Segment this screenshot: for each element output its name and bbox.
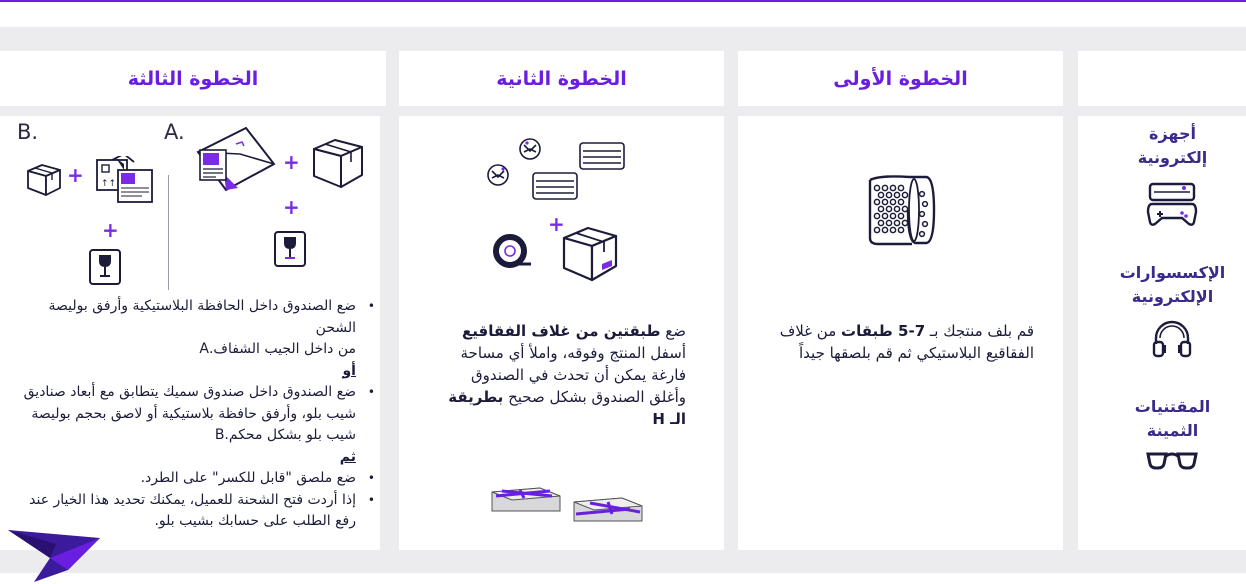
step3-bullet2-text: ضع الصندوق داخل صندوق سميك يتطابق مع أبعاد صناديق شيب بلو، وأرفق حافظة بلاستيكية أو لاصق بحجم بوليصة شيب بلو بشكل محكم.B (23, 384, 356, 443)
step3-bullet1-line2: من داخل الجيب الشفاف.A (199, 341, 356, 357)
step2-text-a: ضع (660, 322, 686, 340)
packing-materials-icon (483, 135, 628, 205)
step3-title: الخطوة الثالثة (127, 67, 259, 90)
game-console-icon (1146, 182, 1198, 228)
fragile-sticker-icon (273, 230, 307, 268)
step3-bullet3-text: ضع ملصق "قابل للكسر" على الطرد. (140, 470, 356, 486)
step2-instructions (438, 320, 686, 430)
step3-bullet-4: • إذا أردت فتح الشحنة للعميل، يمكنك تحديد هذا الخيار عند رفع الطلب على حسابك بشيب بلو. (29, 491, 375, 529)
step2-title: الخطوة الثانية (496, 67, 627, 90)
category-accessories (1090, 261, 1246, 309)
step1-text-a: قم بلف منتجك بـ (925, 322, 1034, 340)
step1-title: الخطوة الأولى (833, 67, 968, 90)
category-valuables-label-1: المقتنيات (1134, 397, 1211, 416)
option-b-label: B. (17, 120, 39, 144)
category-electronics-label-1: أجهزة (1149, 124, 1196, 143)
step2-text-bold2: بطريقة الـ H (448, 388, 686, 428)
small-box-icon (26, 162, 62, 196)
step1-instructions (770, 320, 1034, 364)
step1-header (738, 51, 1063, 106)
category-valuables-label-2: الثمينة (1146, 421, 1199, 440)
step2-text-bold1: طبقتين من غلاف الفقاقيع (462, 322, 661, 340)
option-divider (168, 175, 169, 290)
fragile-sticker-icon (88, 248, 122, 286)
category-accessories-label-1: الإكسسوارات (1119, 263, 1226, 282)
top-accent-bar (0, 0, 1246, 2)
category-accessories-label-2: الإلكترونية (1131, 287, 1214, 306)
step3-bullet-2: • ضع الصندوق داخل صندوق سميك يتطابق مع أبعاد صناديق شيب بلو، وأرفق حافظة بلاستيكية أو لاصق بحجم بوليصة شيب بلو بشكل محكم.B (23, 384, 375, 443)
step3-bullet-3: • ضع ملصق "قابل للكسر" على الطرد. (140, 470, 375, 486)
category-electronics-label-2: إلكترونية (1137, 148, 1208, 167)
step3-then: ثم (339, 448, 356, 465)
bubble-wrap-roll-icon (862, 174, 936, 246)
step3-bullet1-line1: ضع الصندوق داخل الحافظة البلاستيكية وأرفق بوليصة الشحن (48, 298, 356, 336)
step3-instructions (8, 296, 375, 533)
svg-text:↑↑: ↑↑ (101, 179, 117, 189)
option-b-plus-2: + (102, 218, 119, 242)
h-taping-method-icon (490, 484, 648, 524)
box-icon (560, 222, 620, 282)
step3-bullet-1: • ضع الصندوق داخل الحافظة البلاستيكية وأرفق بوليصة الشحن (48, 298, 375, 336)
step2-text-b: أسفل المنتج وفوقه، واملأ أي مساحة فارغة يمكن أن تحدث في الصندوق وأغلق الصندوق بشكل صحيح (460, 344, 686, 406)
option-a-plus-2: + (283, 195, 300, 219)
step3-or: أو (342, 362, 356, 379)
step3-bullet4-text: إذا أردت فتح الشحنة للعميل، يمكنك تحديد هذا الخيار عند رفع الطلب على حسابك بشيب بلو. (29, 491, 356, 529)
option-a-label: A. (164, 120, 185, 144)
option-b-plus-1: + (67, 163, 84, 187)
category-valuables (1090, 395, 1246, 443)
glasses-icon (1146, 449, 1198, 471)
box-icon (311, 135, 365, 189)
step1-text-bold: 7-5 طبقات (841, 322, 926, 340)
box-with-label-icon (94, 156, 156, 206)
step3-header (0, 51, 386, 106)
category-electronics (1090, 122, 1246, 170)
plastic-envelope-icon (194, 124, 278, 194)
step1-text-b: من غلاف الفقاقيع البلاستيكي ثم قم بلصقها جيداً (779, 322, 1034, 362)
step2-plus: + (548, 212, 565, 236)
tape-roll-icon (493, 234, 533, 270)
brand-logo-icon (6, 528, 102, 582)
headphones-icon (1150, 318, 1194, 358)
option-a-plus-1: + (283, 150, 300, 174)
category-header-blank (1078, 51, 1246, 106)
step2-header (399, 51, 724, 106)
